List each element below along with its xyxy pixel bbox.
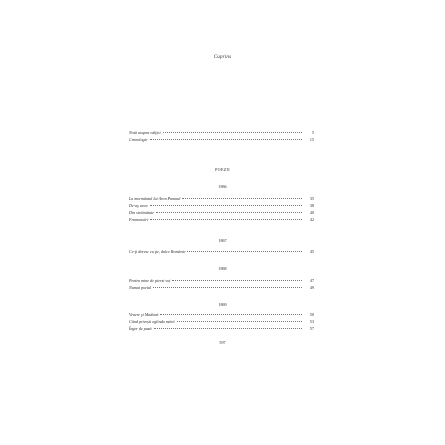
toc-entry-label: Înger de pază (129, 326, 152, 331)
toc-entry-label: Cronologie (129, 137, 148, 142)
toc-entry-label: Ce-ţi doresc eu ţie, dulce Românie (129, 249, 186, 254)
toc-entry-label: Frumoasă-i (129, 217, 149, 222)
toc-entry-page: 5 (311, 130, 314, 135)
toc-entry-page: 53 (309, 319, 314, 324)
dot-leader (150, 139, 303, 140)
dot-leader (177, 321, 302, 322)
toc-entry (129, 285, 314, 292)
year-heading: 1868 (218, 266, 227, 271)
toc-entry (129, 217, 314, 224)
page-number: 597 (219, 340, 226, 345)
toc-entry (129, 312, 314, 319)
toc-entry-page: 47 (309, 278, 314, 283)
toc-entry-page: 42 (309, 217, 314, 222)
toc-entry-label: Pentru mine de pierzi voi (129, 278, 171, 283)
toc-entry-label: Notă asupra ediţiei (129, 130, 161, 135)
section-heading: POEZII (215, 167, 230, 172)
toc-entry-page: 15 (309, 137, 314, 142)
toc-entry-label: Din străinătate (129, 210, 154, 215)
toc-entry-page: 45 (309, 249, 314, 254)
toc-entry-label: La mormântul lui Aron Pumnul (129, 196, 181, 201)
toc-entry (129, 210, 314, 217)
toc-entry-page: 50 (309, 312, 314, 317)
toc-entry (129, 203, 314, 210)
toc-entry-label: Numai poetul (129, 285, 152, 290)
toc-entry-page: 40 (309, 210, 314, 215)
year-heading: 1866 (218, 184, 227, 189)
toc-entry-label: Când privești oglinda mării (129, 319, 175, 324)
dot-leader (172, 280, 302, 281)
toc-entry (129, 319, 314, 326)
dot-leader (182, 198, 302, 199)
dot-leader (160, 314, 302, 315)
year-heading: 1869 (218, 302, 227, 307)
toc-entry-label: De-aş avea (129, 203, 148, 208)
toc-entry (129, 326, 314, 333)
dot-leader (154, 328, 302, 329)
toc-entry (129, 196, 314, 203)
toc-entry-page: 57 (309, 326, 314, 331)
page-title: Cuprins (213, 55, 232, 60)
dot-leader (163, 132, 302, 133)
dot-leader (187, 251, 302, 252)
toc-entry-page: 49 (309, 285, 314, 290)
dot-leader (156, 212, 302, 213)
toc-entry (129, 137, 314, 144)
dot-leader (150, 205, 302, 206)
toc-entry-page: 35 (309, 196, 314, 201)
toc-entry (129, 278, 314, 285)
toc-entry-page: 38 (309, 203, 314, 208)
toc-entry (129, 249, 314, 256)
year-heading: 1867 (218, 238, 227, 243)
dot-leader (153, 287, 302, 288)
toc-entry (129, 130, 314, 137)
dot-leader (150, 219, 302, 220)
toc-entry-label: Venere şi Madonă (129, 312, 159, 317)
